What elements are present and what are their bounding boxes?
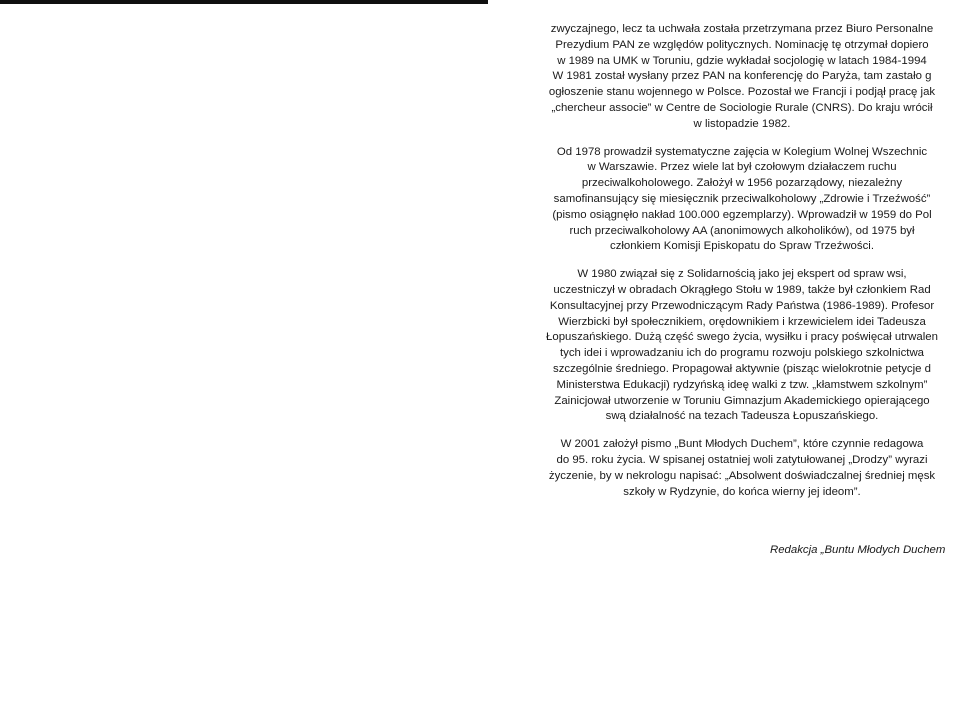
text-line: Zainicjował utworzenie w Toruniu Gimnazjum Akademickiego opierającego bbox=[554, 394, 930, 407]
text-line: przeciwalkoholowego. Założył w 1956 pozarządowy, niezależny bbox=[581, 177, 903, 190]
text-line: życzenie, by w nekrologu napisać: „Absolwent doświadczalnej średniej męsk bbox=[548, 469, 936, 482]
text-line: zwyczajnego, lecz ta uchwała została przetrzymana przez Biuro Personalne bbox=[550, 23, 934, 35]
text-line: szkoły w Rydzynie, do końca wierny jej ideom”. bbox=[623, 485, 861, 498]
text-line: (pismo osiągnęło nakład 100.000 egzemplarzy). Wprowadził w 1959 do Pol bbox=[552, 208, 932, 221]
text-line: szczególnie średniego. Propagował aktywnie (pisząc wielokrotnie petycje d bbox=[553, 362, 931, 375]
text-line: do 95. roku życia. W spisanej ostatniej woli zatytułowanej „Drodzy” wyrazi bbox=[556, 453, 928, 466]
text-line: „chercheur associe” w Centre de Sociologie Rurale (CNRS). Do kraju wrócił bbox=[551, 101, 933, 114]
text-line: Łopuszańskiego. Dużą część swego życia, wysiłku i pracy poświęcał utrwalen bbox=[546, 331, 938, 344]
text-line: Od 1978 prowadził systematyczne zajęcia w Kolegium Wolnej Wszechnic bbox=[556, 145, 928, 158]
text-line: tych idei i wprowadzaniu ich do programu rozwoju polskiego szkolnictwa bbox=[559, 347, 925, 360]
paragraph-career bbox=[512, 22, 960, 133]
text-line: Konsultacyjnej przy Przewodniczącym Rady Państwa (1986-1989). Profesor bbox=[549, 299, 935, 312]
text-line: W 1980 związał się z Solidarnością jako jej ekspert od spraw wsi, bbox=[577, 268, 907, 281]
text-line: Prezydium PAN ze względów politycznych. Nominację tę otrzymał dopiero bbox=[555, 38, 929, 51]
paragraph-journal bbox=[512, 437, 960, 500]
text-line: swą działalność na tezach Tadeusza Łopuszańskiego. bbox=[605, 410, 879, 423]
text-line: w 1989 na UMK w Toruniu, gdzie wykładał socjologię w latach 1984-1994 bbox=[557, 54, 927, 67]
text-line: Ministerstwa Edukacji) rydzyńską ideę walki z tzw. „kłamstwem szkolnym” bbox=[556, 378, 928, 391]
scan-edge-bar bbox=[0, 0, 488, 4]
text-line: samofinansujący się miesięcznik przeciwalkoholowy „Zdrowie i Trzeźwość” bbox=[553, 192, 931, 205]
paragraph-temperance bbox=[512, 145, 960, 256]
text-line: w listopadzie 1982. bbox=[693, 117, 791, 130]
text-line: w Warszawie. Przez wiele lat był czołowym działaczem ruchu bbox=[587, 161, 897, 174]
text-line: ruch przeciwalkoholowy AA (anonimowych alkoholików), od 1975 był bbox=[569, 224, 915, 237]
paragraph-solidarity bbox=[512, 267, 960, 425]
text-line: ogłoszenie stanu wojennego w Polsce. Pozostał we Francji i podjął pracę jak bbox=[548, 86, 936, 99]
text-line: W 1981 został wysłany przez PAN na konferencję do Paryża, tam zastało g bbox=[552, 70, 932, 83]
article-text bbox=[512, 22, 960, 512]
text-line: członkiem Komisji Episkopatu do Spraw Trzeźwości. bbox=[610, 240, 874, 253]
text-line: W 2001 założył pismo „Bunt Młodych Duchem”, które czynnie redagowa bbox=[560, 438, 924, 451]
signature: Redakcja „Buntu Młodych Duchem bbox=[770, 544, 946, 556]
text-line: uczestniczył w obradach Okrągłego Stołu w 1989, także był członkiem Rad bbox=[553, 283, 931, 296]
text-line: Wierzbicki był społecznikiem, orędownikiem i krzewicielem idei Tadeusza bbox=[558, 315, 926, 328]
